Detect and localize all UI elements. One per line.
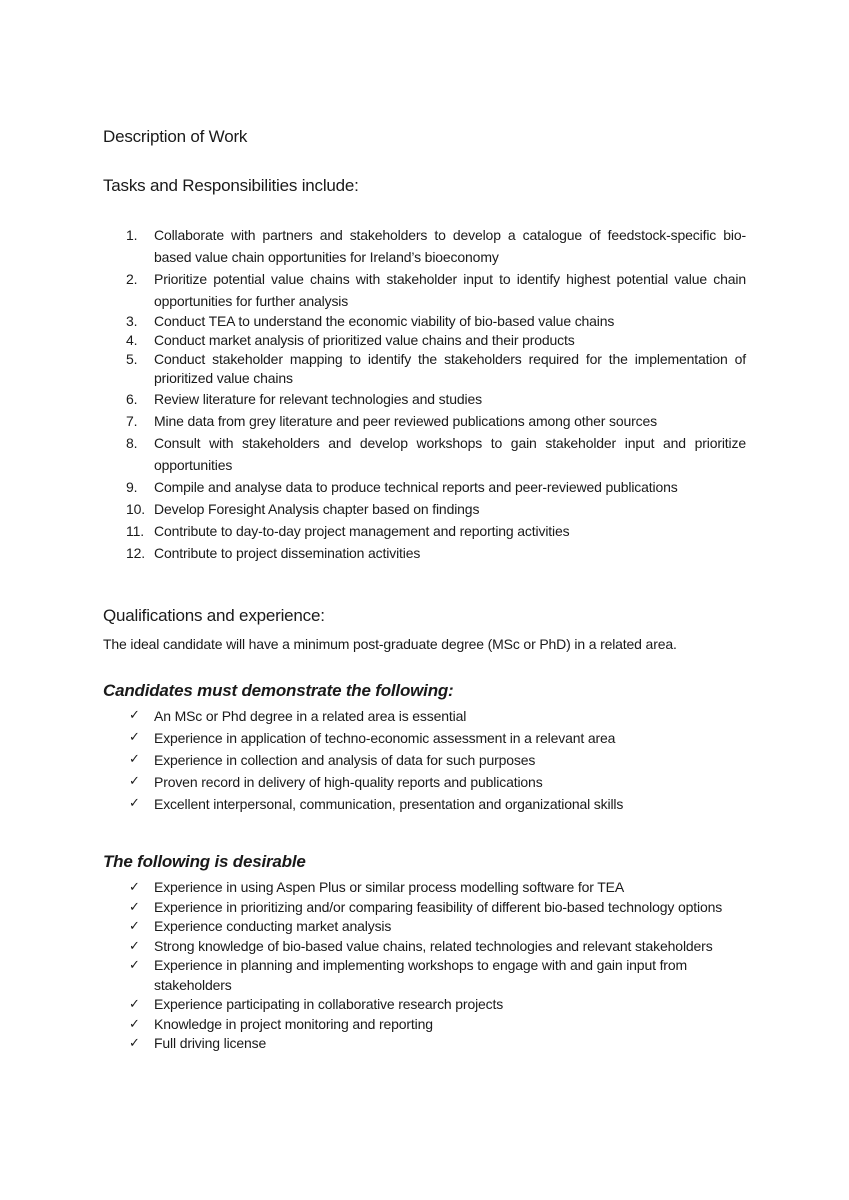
- desirable-heading: The following is desirable: [103, 852, 306, 871]
- list-item: ✓ An MSc or Phd degree in a related area is essential: [0, 705, 754, 727]
- list-item: 11. Contribute to day-to-day project management and reporting activities: [126, 523, 570, 539]
- check-icon: ✓: [129, 919, 140, 934]
- list-item: ✓ Experience participating in collaborative research projects: [0, 995, 754, 1015]
- list-item: ✓ Full driving license: [0, 1034, 754, 1054]
- list-item: 3. Conduct TEA to understand the economic viability of bio-based value chains: [126, 313, 615, 329]
- check-icon: ✓: [129, 938, 140, 954]
- list-item: ✓ Experience in prioritizing and/or comparing feasibility of different bio-based technology options: [0, 898, 754, 918]
- list-item: 6. Review literature for relevant technologies and studies: [126, 391, 482, 407]
- list-item: 1. Collaborate with partners and stakeholders to develop a catalogue of feedstock-specific bio-based value chain opportunities for Ireland’s bioeconomy: [126, 227, 746, 265]
- desirable-list: [0, 878, 754, 1054]
- description-heading: Description of Work: [103, 127, 248, 146]
- list-item: ✓ Experience in planning and implementing workshops to engage with and gain input from stakeholders: [129, 957, 687, 993]
- list-item: 5. Conduct stakeholder mapping to identify the stakeholders required for the implementation of prioritized value chains: [126, 351, 746, 386]
- list-item: ✓ Strong knowledge of bio-based value chains, related technologies and relevant stakeholders: [0, 937, 754, 957]
- check-icon: ✓: [129, 1036, 140, 1051]
- check-icon: ✓: [129, 1016, 140, 1032]
- list-item: 9. Compile and analyse data to produce technical reports and peer-reviewed publications: [126, 479, 678, 495]
- list-item: ✓ Proven record in delivery of high-quality reports and publications: [0, 771, 754, 793]
- qualifications-text: The ideal candidate will have a minimum post-graduate degree (MSc or PhD) in a related area.: [103, 636, 677, 652]
- tasks-list: [0, 224, 746, 564]
- must-demonstrate-list: [0, 705, 754, 815]
- tasks-heading: Tasks and Responsibilities include:: [103, 176, 359, 195]
- list-item: 7. Mine data from grey literature and peer reviewed publications among other sources: [126, 413, 658, 429]
- list-item: ✓ Knowledge in project monitoring and reporting: [0, 1015, 754, 1035]
- check-icon: ✓: [129, 774, 140, 789]
- list-item: 2. Prioritize potential value chains with stakeholder input to identify highest potential value chain opportunities for further analysis: [126, 271, 746, 309]
- list-item: ✓ Experience in collection and analysis of data for such purposes: [0, 749, 754, 771]
- list-item: 12. Contribute to project dissemination activities: [126, 545, 421, 561]
- qualifications-heading: Qualifications and experience:: [103, 606, 325, 625]
- check-icon: ✓: [129, 958, 140, 973]
- list-item: ✓ Excellent interpersonal, communication, presentation and organizational skills: [0, 793, 754, 815]
- check-icon: ✓: [129, 997, 140, 1012]
- list-item: ✓ Experience in using Aspen Plus or similar process modelling software for TEA: [0, 878, 754, 898]
- check-icon: ✓: [129, 730, 140, 745]
- check-icon: ✓: [129, 708, 140, 723]
- must-demonstrate-heading: Candidates must demonstrate the following:: [103, 681, 454, 700]
- check-icon: ✓: [129, 796, 140, 811]
- check-icon: ✓: [129, 880, 140, 895]
- list-item: 10. Develop Foresight Analysis chapter based on findings: [126, 501, 480, 517]
- check-icon: ✓: [129, 752, 140, 767]
- check-icon: ✓: [129, 899, 140, 915]
- list-item: 4. Conduct market analysis of prioritized value chains and their products: [126, 332, 575, 348]
- list-item: 8. Consult with stakeholders and develop workshops to gain stakeholder input and prioritize opportunities: [126, 435, 746, 473]
- list-item: ✓ Experience in application of techno-economic assessment in a relevant area: [0, 727, 754, 749]
- list-item: ✓ Experience conducting market analysis: [0, 917, 754, 937]
